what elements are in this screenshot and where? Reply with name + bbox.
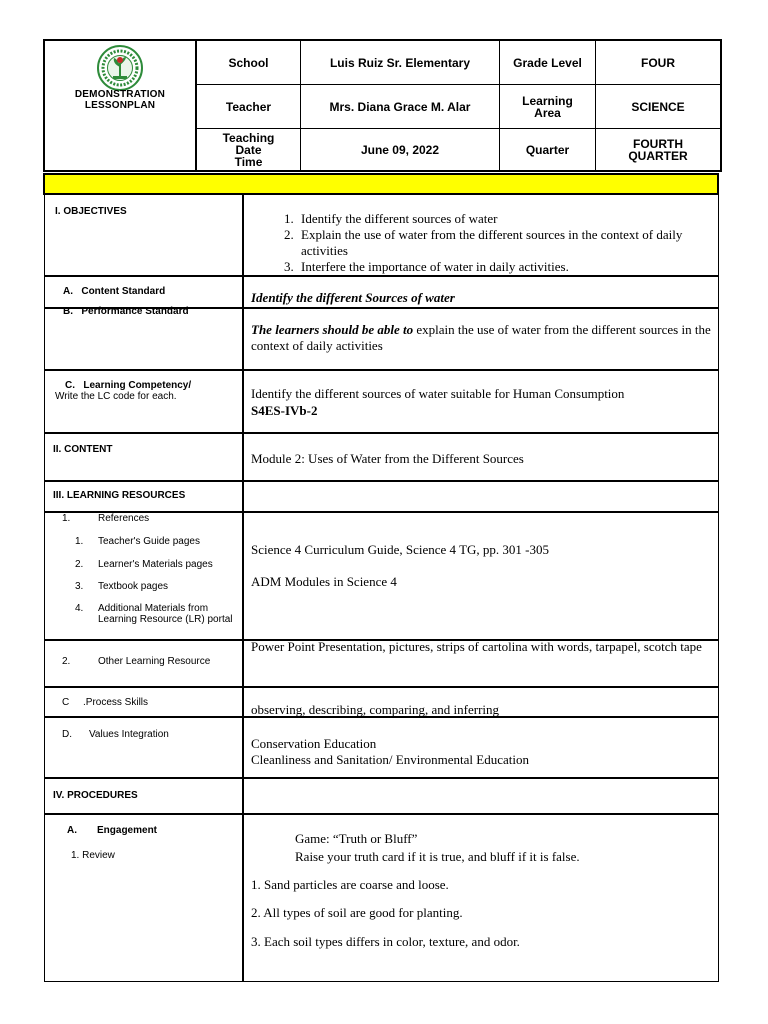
statement-item: 2. All types of soil are good for planting. (251, 905, 463, 920)
quarter-value-line1: FOURTH (633, 136, 683, 151)
header-info-grid (197, 41, 720, 170)
process-skills-letter: C (62, 697, 70, 708)
engagement-letter: A. (67, 825, 77, 836)
school-label: School (228, 55, 269, 70)
performance-standard-label (63, 306, 189, 318)
header-title-cell (45, 41, 197, 170)
content-standard-label (63, 286, 165, 298)
other-resource-value: Power Point Presentation, pictures, strips of cartolina with words, tarpapel, scotch tape (251, 639, 702, 654)
references-num: 1. (62, 513, 71, 524)
learning-area-label (500, 85, 595, 128)
content-label: II. CONTENT (53, 444, 113, 455)
objective-item: 1. Identify the different sources of water (297, 211, 713, 227)
school-value: Luis Ruiz Sr. Elementary (329, 55, 471, 70)
highlight-banner (43, 173, 719, 195)
content-standard-letter: A. (63, 286, 73, 297)
performance-standard-letter: B. (63, 306, 73, 317)
engagement-label: Engagement (97, 825, 158, 836)
ref-item-num: 3. (75, 581, 84, 592)
lesson-plan-body (44, 195, 719, 982)
teaching-date-label-line3: Time (234, 154, 263, 169)
teacher-value: Mrs. Diana Grace M. Alar (329, 99, 471, 114)
ref-item-label: Textbook pages (98, 581, 169, 592)
other-resource-num: 2. (62, 656, 71, 667)
values-integration-label: Values Integration (89, 729, 169, 740)
grade-level-value: FOUR (641, 55, 675, 70)
performance-standard-text: Performance Standard (81, 306, 189, 317)
process-skills-value: observing, describing, comparing, and inferring (251, 702, 500, 717)
objective-item: 3. Interfere the importance of water in daily activities. (297, 259, 713, 275)
references-label: References (98, 513, 150, 524)
procedures-label: IV. PROCEDURES (53, 790, 138, 801)
quarter-value-line2: QUARTER (628, 148, 688, 163)
quarter-label: Quarter (525, 142, 570, 157)
lesson-plan-header (43, 39, 722, 172)
statement-item: 3. Each soil types differs in color, texture, and odor. (251, 934, 520, 949)
values-integration-value-2: Cleanliness and Sanitation/ Environmental Education (251, 752, 529, 767)
ref-item-label: Teacher's Guide pages (98, 536, 200, 547)
teacher-label: Teacher (225, 99, 272, 114)
process-skills-label: .Process Skills (83, 697, 149, 708)
document-title-line2: LESSONPLAN (84, 100, 156, 111)
ref-item-label: Additional Materials from Learning Resource (LR) portal (98, 603, 233, 625)
content-standard-text: Content Standard (81, 286, 166, 297)
teaching-date-value: June 09, 2022 (360, 142, 440, 157)
statement-item: 1. Sand particles are coarse and loose. (251, 877, 449, 892)
values-integration-letter: D. (62, 729, 72, 740)
ref-item-label: Learner's Materials pages (98, 559, 213, 570)
objectives-list (253, 211, 713, 275)
competency-value: Identify the different sources of water suitable for Human Consumption (251, 386, 625, 401)
learning-area-value: SCIENCE (631, 99, 685, 114)
learning-resources-label: III. LEARNING RESOURCES (53, 490, 186, 501)
performance-standard-value (251, 322, 711, 354)
performance-standard-rest: explain the use of water from the different sources in the context of daily activities (251, 322, 711, 353)
document-title (45, 89, 195, 111)
competency-letter: C. (65, 380, 75, 391)
ref-item-num: 2. (75, 559, 84, 570)
school-seal-icon (97, 45, 143, 91)
game-title: Game: “Truth or Bluff” (295, 831, 418, 846)
teaching-date-label-line1: Teaching (222, 130, 275, 145)
grade-level-label: Grade Level (513, 55, 582, 70)
teaching-date-label (197, 129, 300, 170)
ref-item-num: 4. (75, 603, 84, 614)
teaching-date-label-line2: Date (235, 142, 262, 157)
learning-area-label-line1: Learning (522, 93, 573, 108)
other-resource-label: Other Learning Resource (98, 656, 211, 667)
performance-standard-lead: The learners should be able to (251, 322, 414, 337)
content-value: Module 2: Uses of Water from the Different Sources (251, 451, 524, 466)
objective-item: 2. Explain the use of water from the different sources in the context of daily activities (297, 227, 713, 259)
content-standard-value: Identify the different Sources of water (251, 290, 455, 305)
competency-text: Learning Competency/ (83, 380, 192, 391)
objectives-label: I. OBJECTIVES (55, 206, 127, 217)
references-value-1: Science 4 Curriculum Guide, Science 4 TG, pp. 301 -305 (251, 542, 549, 557)
learning-area-label-line2: Area (534, 105, 561, 120)
competency-code: S4ES-IVb-2 (251, 403, 318, 418)
game-instruction: Raise your truth card if it is true, and bluff if it is false. (295, 849, 580, 864)
document-title-line1: DEMONSTRATION (74, 89, 166, 100)
review-label: 1. Review (71, 850, 115, 861)
competency-sub-label: Write the LC code for each. (55, 391, 177, 402)
values-integration-value-1: Conservation Education (251, 736, 377, 751)
references-value-2: ADM Modules in Science 4 (251, 574, 397, 589)
quarter-value (596, 129, 720, 170)
ref-item-num: 1. (75, 536, 84, 547)
